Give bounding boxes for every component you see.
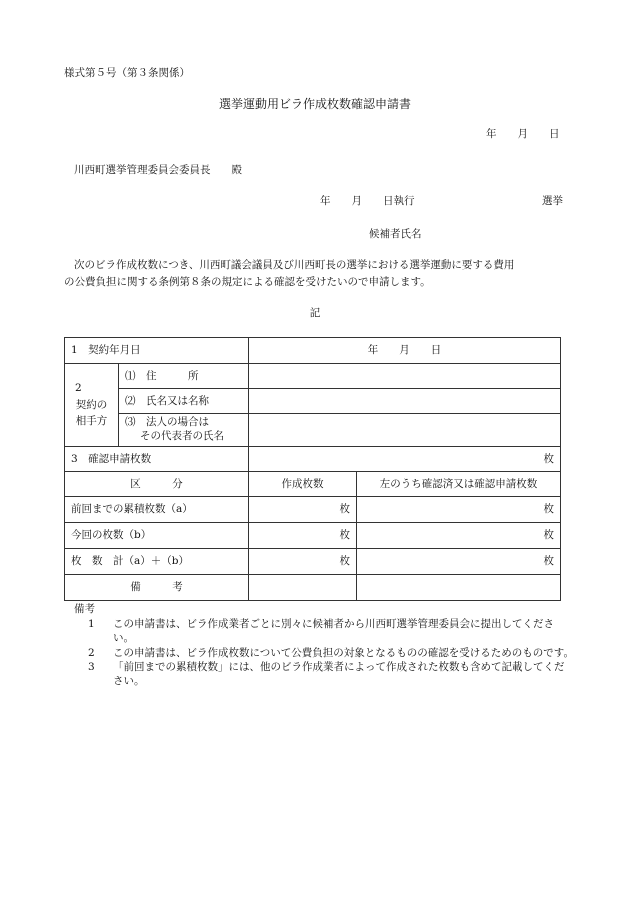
- name-field[interactable]: [249, 389, 561, 414]
- form-number: 様式第５号（第３条関係）: [64, 67, 190, 79]
- document-title: 選挙運動用ビラ作成枚数確認申請書: [218, 97, 411, 111]
- address-field[interactable]: [249, 364, 561, 389]
- notes-heading: 備考: [74, 603, 95, 615]
- row-confirmed-unit[interactable]: 枚: [357, 497, 561, 523]
- name-label: ⑵ 氏名又は名称: [119, 389, 249, 414]
- contract-party-label: [65, 364, 119, 447]
- body-text-line-1: 次のビラ作成枚数につき、川西町議会議員及び川西町長の選挙における選挙運動に要する費用: [74, 259, 515, 271]
- address-label: ⑴ 住 所: [119, 364, 249, 389]
- row-created-unit[interactable]: 枚: [249, 497, 357, 523]
- col-confirmed-header: 左のうち確認済又は確認申請枚数: [357, 472, 561, 497]
- note-number: 1: [88, 618, 95, 631]
- notes-section: [74, 602, 574, 688]
- addressee: 川西町選挙管理委員会委員長 殿: [74, 164, 242, 176]
- corp-rep-label: [119, 414, 249, 447]
- submission-date: 年 月 日: [486, 128, 560, 140]
- table-row: [65, 549, 561, 575]
- col-category-header: 区 分: [65, 472, 249, 497]
- note-text: 「前回までの累積枚数」には、他のビラ作成業者によって作成された枚数も含めて記載してください。: [113, 660, 565, 687]
- table-row: [65, 497, 561, 523]
- note-number: 2: [88, 646, 95, 659]
- application-table: [64, 337, 561, 601]
- note-text: この申請書は、ビラ作成業者ごとに別々に候補者から川西町選挙管理委員会に提出してください。: [113, 618, 554, 645]
- record-label: 記: [309, 307, 321, 319]
- col-created-header: 作成枚数: [249, 472, 357, 497]
- contract-party-label-line-1: 契約の: [75, 398, 108, 411]
- row-confirmed-unit[interactable]: 枚: [357, 549, 561, 575]
- contract-date-label: 1 契約年月日: [65, 338, 249, 364]
- note-number: 3: [88, 660, 95, 673]
- row-confirmed-unit[interactable]: 枚: [357, 523, 561, 549]
- row-label: 今回の枚数（b）: [65, 523, 249, 549]
- count-unit[interactable]: 枚: [249, 447, 561, 472]
- remarks-field-1[interactable]: [249, 575, 357, 601]
- contract-party-label-line-2: 相手方: [75, 415, 108, 428]
- table-row: [65, 523, 561, 549]
- election-suffix: 選挙: [542, 195, 563, 207]
- remarks-label: 備 考: [65, 575, 249, 601]
- note-item: [88, 660, 574, 688]
- candidate-name-label: 候補者氏名: [369, 228, 422, 240]
- contract-party-number: 2: [75, 381, 82, 394]
- election-date: 年 月 日執行: [320, 195, 415, 207]
- row-created-unit[interactable]: 枚: [249, 523, 357, 549]
- count-label: 3 確認申請枚数: [65, 447, 249, 472]
- note-item: [88, 646, 574, 660]
- row-label: 枚 数 計（a）＋（b）: [65, 549, 249, 575]
- body-text-line-2: の公費負担に関する条例第８条の規定による確認を受けたいので申請します。: [64, 276, 431, 288]
- row-label: 前回までの累積枚数（a）: [65, 497, 249, 523]
- row-created-unit[interactable]: 枚: [249, 549, 357, 575]
- note-text: この申請書は、ビラ作成枚数について公費負担の対象となるものの確認を受けるためのものです。: [113, 646, 574, 659]
- note-item: [88, 617, 574, 645]
- corp-rep-field[interactable]: [249, 414, 561, 447]
- remarks-field-2[interactable]: [357, 575, 561, 601]
- corp-rep-label-line-1: ⑶ 法人の場合は: [125, 416, 209, 429]
- contract-date-value: 年 月 日: [249, 338, 561, 364]
- corp-rep-label-line-2: その代表者の氏名: [140, 430, 224, 442]
